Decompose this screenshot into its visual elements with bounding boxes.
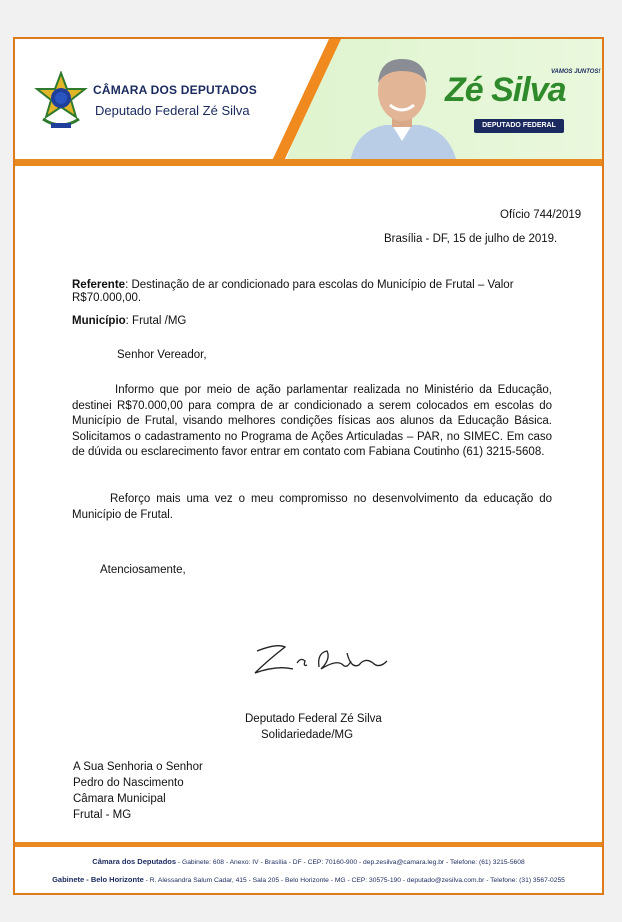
place-date: Brasília - DF, 15 de julho de 2019. [384,233,558,245]
reference-label: Referente [72,279,126,291]
reference-text: : Destinação de ar condicionado para escolas do Município de Frutal – Valor [125,279,514,291]
footer-line-2-bold: Gabinete - Belo Horizonte [52,875,144,884]
signature-image [247,639,397,679]
paragraph-2: Reforço mais uma vez o meu compromisso no desenvolvimento da educação do Município de Frutal. [72,493,552,521]
org-name: CÂMARA DOS DEPUTADOS [93,83,258,97]
footer-line-1-text: - Gabinete: 608 - Anexo: IV - Brasília - DF - CEP: 70160-900 - dep.zesilva@camara.leg.br - Telefone: (61) 3215-5608 [176,859,525,866]
footer-line-2 [15,875,602,884]
footer-line-1 [15,857,602,866]
reference-line-1 [72,279,514,291]
deputy-photo [345,49,460,163]
address-line-4: Frutal - MG [73,809,132,821]
letterhead [15,39,602,163]
address-line-2: Pedro do Nascimento [73,777,184,789]
paragraph-1: Informo que por meio de ação parlamentar realizada no Ministério da Educação, destinei R$70.000,00 para compra de ar condicionado a serem colocados em escolas do Município de Frutal, visando melhores condições físicas aos alunos da Educação Básica. Solicitamos o cadastramento no Programa de Ações Articuladas – PAR, no SIMEC. Em caso de dúvida ou esclarecimento favor entrar em contato com Fabiana Coutinho (61) 3215-5608. [72,384,552,459]
address-line-1: A Sua Senhoria o Senhor [73,761,203,773]
signer-name: Deputado Federal Zé Silva [245,713,382,725]
municipality-label: Município [72,315,126,327]
brand-logo: Zé Silva [445,71,566,109]
municipality-line [72,315,186,327]
address-line-3: Câmara Municipal [73,793,166,805]
brand-tagline: VAMOS JUNTOS! [551,69,601,75]
brand-badge: DEPUTADO FEDERAL [474,119,564,133]
coat-of-arms-icon [33,71,89,133]
signer-party: Solidariedade/MG [261,729,354,741]
footer-line-1-bold: Câmara dos Deputados [92,857,177,866]
municipality-value: : Frutal /MG [125,315,187,327]
closing: Atenciosamente, [100,564,186,576]
salutation: Senhor Vereador, [117,349,207,361]
reference-line-2: R$70.000,00. [72,292,142,304]
header-divider [15,159,602,166]
footer-line-2-text: - R. Alessandra Salum Cadar, 415 - Sala 205 - Belo Horizonte - MG - CEP: 30575-190 - deputado@zesilva.com.br - Telefone: (31) 3567-0255 [143,877,565,884]
footer-divider [15,842,602,847]
deputy-name: Deputado Federal Zé Silva [95,103,250,118]
letter-page [13,37,604,895]
letter-number: Ofício 744/2019 [500,209,582,221]
